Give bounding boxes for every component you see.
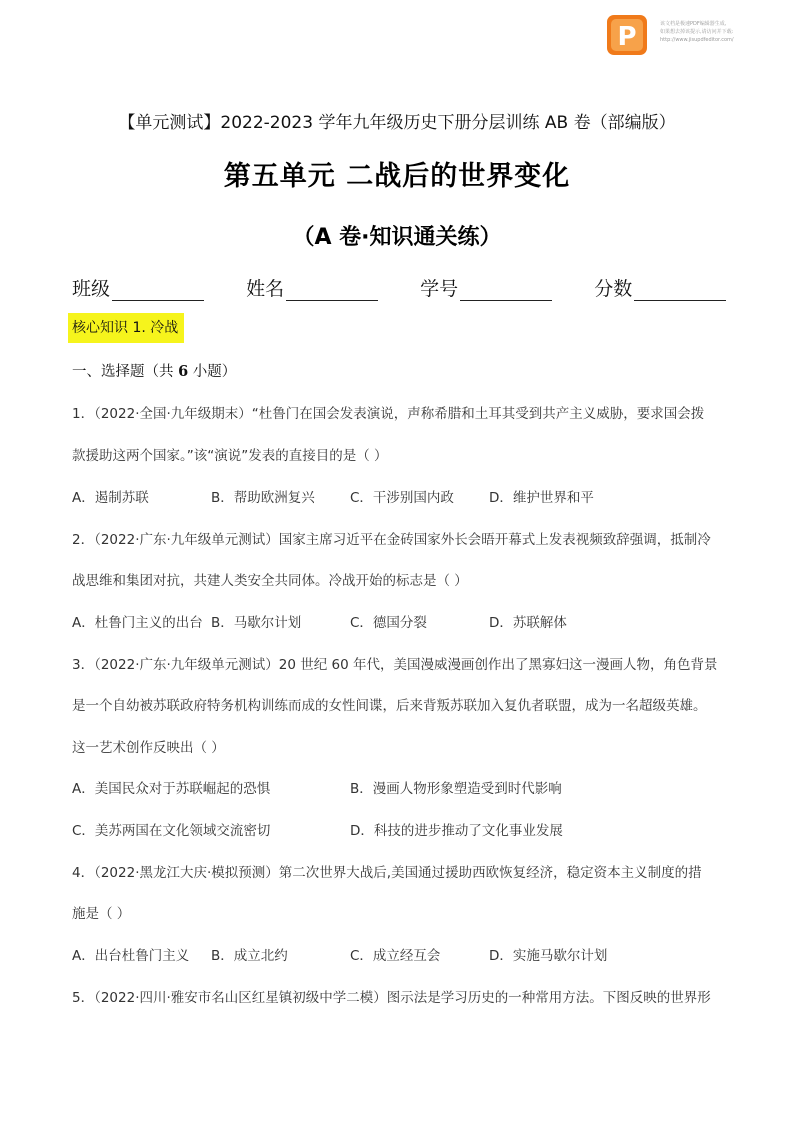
watermark-line: 如果想去掉该提示,请访问并下载: [660, 29, 734, 35]
watermark-link[interactable]: http://www.jisupdfeditor.com/ [660, 37, 734, 43]
q3-option-c[interactable]: C．美苏两国在文化领域交流密切 [72, 823, 271, 839]
score-field[interactable]: 分数 [594, 274, 726, 301]
q4-option-d[interactable]: D．实施马歇尔计划 [489, 948, 608, 964]
name-field[interactable]: 姓名 [246, 274, 378, 301]
q2-option-a[interactable]: A．杜鲁门主义的出台 [72, 615, 203, 631]
q3-option-a[interactable]: A．美国民众对于苏联崛起的恐惧 [72, 781, 271, 797]
q4-option-a[interactable]: A．出台杜鲁门主义 [72, 948, 190, 964]
q1-option-d[interactable]: D．维护世界和平 [489, 490, 594, 506]
q3-option-d[interactable]: D．科技的进步推动了文化事业发展 [350, 823, 563, 839]
core-knowledge-heading: 核心知识 1. 冷战 [68, 313, 184, 343]
q4-option-b[interactable]: B．成立北约 [211, 948, 288, 964]
q2-option-d[interactable]: D．苏联解体 [489, 615, 567, 631]
question-3-line-2: 是一个自幼被苏联政府特务机构训练而成的女性间谍，后来背叛苏联加入复仇者联盟，成为一名超级英雄。 [72, 698, 707, 714]
q2-option-b[interactable]: B．马歇尔计划 [211, 615, 302, 631]
student-info-fields [72, 274, 762, 301]
question-2-line-1: 2．（2022·广东·九年级单元测试）国家主席习近平在金砖国家外长会晤开幕式上发表视频致辞强调，抵制冷 [72, 532, 711, 548]
section-heading: 一、选择题（共 6 小题） [72, 363, 237, 380]
q1-option-c[interactable]: C．干涉别国内政 [350, 490, 454, 506]
paper-subtitle: （A 卷·知识通关练） [292, 225, 502, 250]
question-3-line-3: 这一艺术创作反映出（ ） [72, 740, 225, 756]
q3-option-b[interactable]: B．漫画人物形象塑造受到时代影响 [350, 781, 562, 797]
watermark-text [660, 20, 780, 44]
q1-option-b[interactable]: B．帮助欧洲复兴 [211, 490, 315, 506]
question-1-line-2: 款援助这两个国家。”该“演说”发表的直接目的是（ ） [72, 448, 388, 464]
document-header: 【单元测试】2022-2023 学年九年级历史下册分层训练 AB 卷（部编版） [118, 113, 676, 133]
unit-title: 第五单元 二战后的世界变化 [223, 161, 571, 192]
question-5-line-1: 5．（2022·四川·雅安市名山区红星镇初级中学二模）图示法是学习历史的一种常用方法。下图反映的世界形 [72, 990, 711, 1006]
question-4-line-2: 施是（ ） [72, 906, 131, 922]
watermark-line: 该文档是极速PDF编辑器生成, [660, 21, 727, 27]
student-id-field[interactable]: 学号 [420, 274, 552, 301]
question-3-line-1: 3．（2022·广东·九年级单元测试）20 世纪 60 年代，美国漫威漫画创作出了黑寡妇这一漫画人物，角色背景 [72, 657, 718, 673]
question-2-line-2: 战思维和集团对抗，共建人类安全共同体。冷战开始的标志是（ ） [72, 573, 468, 589]
question-4-line-1: 4．（2022·黑龙江大庆·模拟预测）第二次世界大战后,美国通过援助西欧恢复经济，稳定资本主义制度的措 [72, 865, 702, 881]
q2-option-c[interactable]: C．德国分裂 [350, 615, 427, 631]
q4-option-c[interactable]: C．成立经互会 [350, 948, 441, 964]
question-1-line-1: 1．（2022·全国·九年级期末）“杜鲁门在国会发表演说，声称希腊和土耳其受到共产主义威胁，要求国会拨 [72, 406, 705, 422]
pdf-editor-logo-icon [606, 14, 648, 56]
class-field[interactable]: 班级 [72, 274, 204, 301]
q1-option-a[interactable]: A．遏制苏联 [72, 490, 149, 506]
svg-text:P: P [617, 22, 637, 52]
